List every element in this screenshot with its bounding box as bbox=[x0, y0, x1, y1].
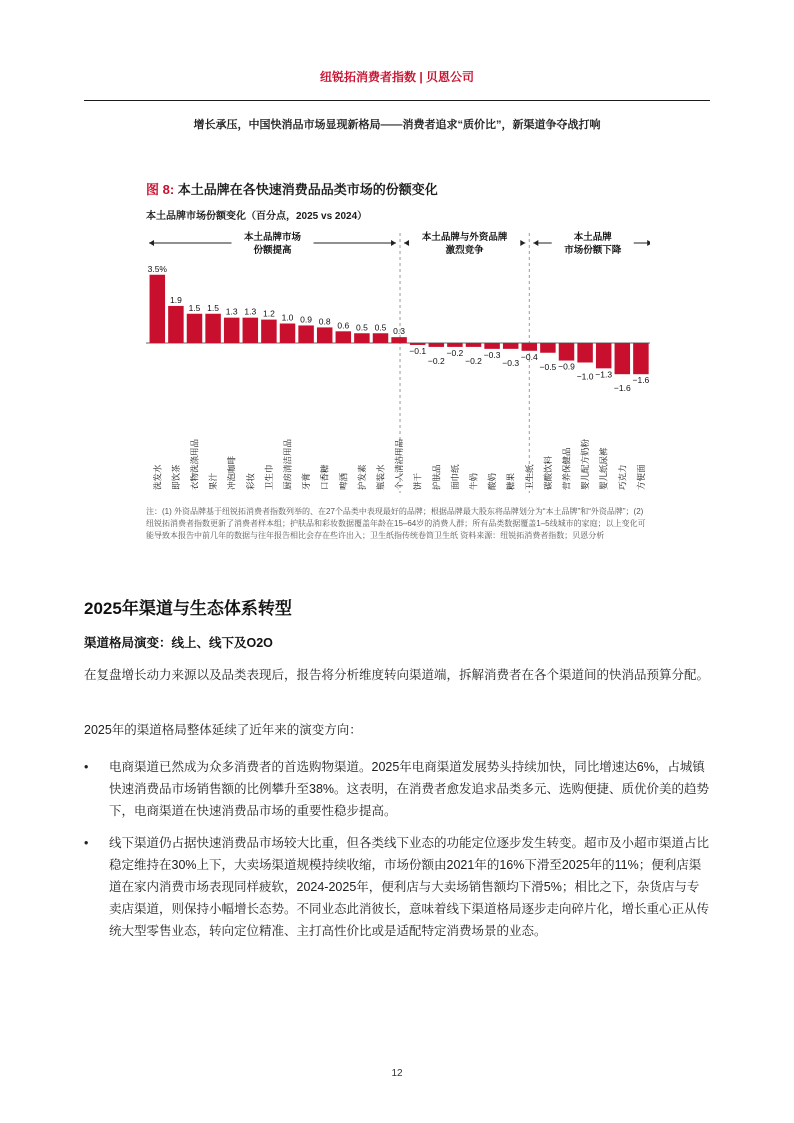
category-label: 个人清洁用品 bbox=[394, 438, 405, 490]
value-label: 0.3 bbox=[393, 326, 406, 337]
arrowhead-left bbox=[149, 240, 154, 246]
arrowhead-right bbox=[647, 240, 650, 246]
bullet-text: 电商渠道已然成为众多消费者的首选购物渠道。2025年电商渠道发展势头持续加快，同比增速达6%，占城镇快速消费品市场销售额的比例攀升至38%。这表明，在消费者愈发追求品类多元、选购便捷、质优价美的趋势下，电商渠道在快速消费品市场的重要性稳步提高。 bbox=[109, 760, 710, 818]
value-label: −0.2 bbox=[427, 355, 445, 366]
bar-19 bbox=[503, 343, 519, 349]
value-label: 1.2 bbox=[262, 308, 275, 319]
bar-18 bbox=[484, 343, 500, 349]
group-label: 本土品牌市场 bbox=[244, 232, 302, 243]
value-label: −0.3 bbox=[483, 349, 501, 360]
bar-21 bbox=[540, 343, 556, 353]
category-label: 糖果 bbox=[505, 472, 516, 490]
group-label: 本土品牌 bbox=[573, 232, 612, 243]
category-label: 啤酒 bbox=[338, 472, 349, 490]
bar-10 bbox=[336, 331, 352, 343]
bar-2 bbox=[187, 314, 203, 343]
value-label: 1.5 bbox=[207, 302, 220, 313]
bar-26 bbox=[633, 343, 649, 374]
value-label: −0.3 bbox=[502, 357, 520, 368]
value-label: −0.5 bbox=[539, 361, 557, 372]
value-label: −0.4 bbox=[520, 351, 538, 362]
category-label: 营养保健品 bbox=[561, 447, 572, 490]
bar-15 bbox=[429, 343, 445, 347]
category-label: 酸奶 bbox=[487, 472, 498, 490]
value-label: 0.5 bbox=[374, 322, 387, 333]
category-label: 卫生巾 bbox=[263, 464, 274, 490]
figure-note: 注：(1) 外资品牌基于纽锐拓消费者指数列举的、在27个品类中表现最好的品牌；根据品牌最大股东将品牌划分为“本土品牌”和“外资品牌”；(2) 纽锐拓消费者指数更新了消费者样本组；护肤品和彩妆数据覆盖年龄在15–64岁的消费人群；所有品类数据覆盖1–5线城市的家庭；以上变化可能导致本报告中前几年的数据与往年报告相比会存在些许出入；卫生纸指传统卷筒卫生纸 资料来源：纽锐拓消费者指数；贝恩分析 bbox=[146, 507, 646, 540]
category-label: 衣物洗涤用品 bbox=[189, 438, 200, 490]
category-label: 牛奶 bbox=[468, 472, 479, 490]
paragraph-intro: 在复盘增长动力来源以及品类表现后，报告将分析维度转向渠道端，拆解消费者在各个渠道间的快消品预算分配。 bbox=[84, 668, 710, 682]
bar-23 bbox=[577, 343, 593, 363]
value-label: 1.0 bbox=[281, 312, 294, 323]
value-label: 0.9 bbox=[300, 314, 313, 325]
bar-0 bbox=[150, 275, 166, 343]
value-label: −1.0 bbox=[576, 371, 594, 382]
value-label: 0.8 bbox=[318, 316, 331, 327]
category-label: 冲泡咖啡 bbox=[226, 455, 237, 490]
figure-subtitle: 本土品牌市场份额变化（百分点，2025 vs 2024） bbox=[146, 211, 368, 222]
bar-16 bbox=[447, 343, 463, 347]
bar-4 bbox=[224, 318, 240, 343]
page-number: 12 bbox=[391, 1068, 403, 1079]
bullet-dot: • bbox=[84, 836, 89, 850]
bar-6 bbox=[261, 320, 277, 343]
value-label: 3.5% bbox=[147, 263, 167, 274]
bullet-text: 线下渠道仍占据快速消费品市场较大比重，但各类线下业态的功能定位逐步发生转变。超市及小超市渠道占比稳定维持在30%上下，大卖场渠道规模持续收缩，市场份额由2021年的16%下滑至2025年的11%；便利店渠道在家内消费市场表现同样疲软，2024-2025年，便利店与大卖场销售额均下滑5%；相比之下，杂货店与专卖店渠道，则保持小幅增长态势。不同业态此消彼长，意味着线下渠道格局逐步走向碎片化，增长重心正从传统大型零售业态，转向定位精准、主打高性价比或是适配特定消费场景的业态。 bbox=[109, 836, 710, 938]
bar-17 bbox=[466, 343, 482, 347]
arrowhead-right bbox=[391, 240, 396, 246]
value-label: −1.3 bbox=[595, 369, 613, 380]
value-label: 1.3 bbox=[244, 306, 257, 317]
category-label: 碳酸饮料 bbox=[542, 455, 553, 490]
category-label: 婴儿纸尿裤 bbox=[598, 447, 609, 490]
share-change-bar-chart bbox=[140, 225, 650, 495]
bar-24 bbox=[596, 343, 612, 368]
value-label: 0.5 bbox=[355, 322, 368, 333]
bar-5 bbox=[243, 318, 258, 343]
arrowhead-right bbox=[520, 240, 525, 246]
category-label: 洗发水 bbox=[152, 464, 163, 490]
category-label: 牙膏 bbox=[301, 472, 312, 490]
figure-number: 图 8: bbox=[146, 182, 175, 197]
value-label: −0.1 bbox=[409, 345, 427, 356]
section-subheading: 渠道格局演变：线上、线下及O2O bbox=[84, 636, 273, 650]
value-label: −0.2 bbox=[465, 355, 482, 366]
category-label: 护发素 bbox=[356, 464, 367, 490]
value-label: −0.9 bbox=[558, 361, 575, 372]
bullet-item-offline bbox=[84, 832, 710, 942]
group-label: 份额提高 bbox=[253, 245, 292, 256]
value-label: −1.6 bbox=[632, 375, 650, 386]
category-label: 巧克力 bbox=[617, 464, 628, 490]
value-label: −0.2 bbox=[446, 347, 464, 358]
category-label: 彩妆 bbox=[245, 472, 256, 490]
category-label: 饼干 bbox=[412, 472, 423, 490]
category-label: 面巾纸 bbox=[449, 464, 460, 490]
category-label: 卫生纸 bbox=[524, 464, 535, 490]
value-label: 1.3 bbox=[225, 306, 238, 317]
bar-9 bbox=[317, 327, 333, 343]
page-subtitle: 增长承压，中国快消品市场显现新格局——消费者追求“质价比”，新渠道争夺战打响 bbox=[193, 119, 601, 131]
bar-22 bbox=[559, 343, 575, 361]
figure-title bbox=[146, 179, 438, 198]
bar-25 bbox=[615, 343, 631, 374]
header-divider bbox=[84, 100, 710, 101]
bar-7 bbox=[280, 324, 296, 344]
group-label: 市场份额下降 bbox=[564, 245, 622, 256]
header-brand: 纽锐拓消费者指数 | 贝恩公司 bbox=[319, 70, 475, 84]
arrowhead-left bbox=[533, 240, 538, 246]
bar-13 bbox=[391, 337, 407, 343]
paragraph-trend: 2025年的渠道格局整体延续了近年来的演变方向： bbox=[84, 723, 362, 737]
category-label: 口香糖 bbox=[319, 464, 330, 490]
bullet-item-ecommerce bbox=[84, 756, 710, 822]
figure-title-text: 本土品牌在各快速消费品品类市场的份额变化 bbox=[177, 182, 438, 197]
bar-20 bbox=[522, 343, 538, 351]
value-label: 1.9 bbox=[169, 294, 182, 305]
bullet-dot: • bbox=[84, 760, 89, 774]
bar-1 bbox=[168, 306, 184, 343]
bar-3 bbox=[205, 314, 221, 343]
section-title: 2025年渠道与生态体系转型 bbox=[84, 599, 292, 618]
group-label: 激烈竞争 bbox=[445, 245, 484, 256]
category-label: 方便面 bbox=[635, 464, 646, 490]
bar-11 bbox=[354, 333, 370, 343]
value-label: 0.6 bbox=[337, 320, 350, 331]
group-label: 本土品牌与外资品牌 bbox=[421, 232, 508, 243]
bar-14 bbox=[410, 343, 426, 345]
category-label: 果汁 bbox=[208, 472, 219, 490]
bar-8 bbox=[298, 325, 314, 343]
arrowhead-left bbox=[404, 240, 409, 246]
category-label: 护肤品 bbox=[431, 464, 442, 490]
category-label: 婴儿配方奶粉 bbox=[580, 438, 591, 490]
value-label: −1.6 bbox=[613, 383, 631, 394]
category-label: 即饮茶 bbox=[170, 464, 181, 490]
value-label: 1.5 bbox=[188, 302, 201, 313]
bar-12 bbox=[373, 333, 389, 343]
category-label: 厨房清洁用品 bbox=[282, 438, 293, 490]
category-label: 瓶装水 bbox=[375, 464, 386, 490]
